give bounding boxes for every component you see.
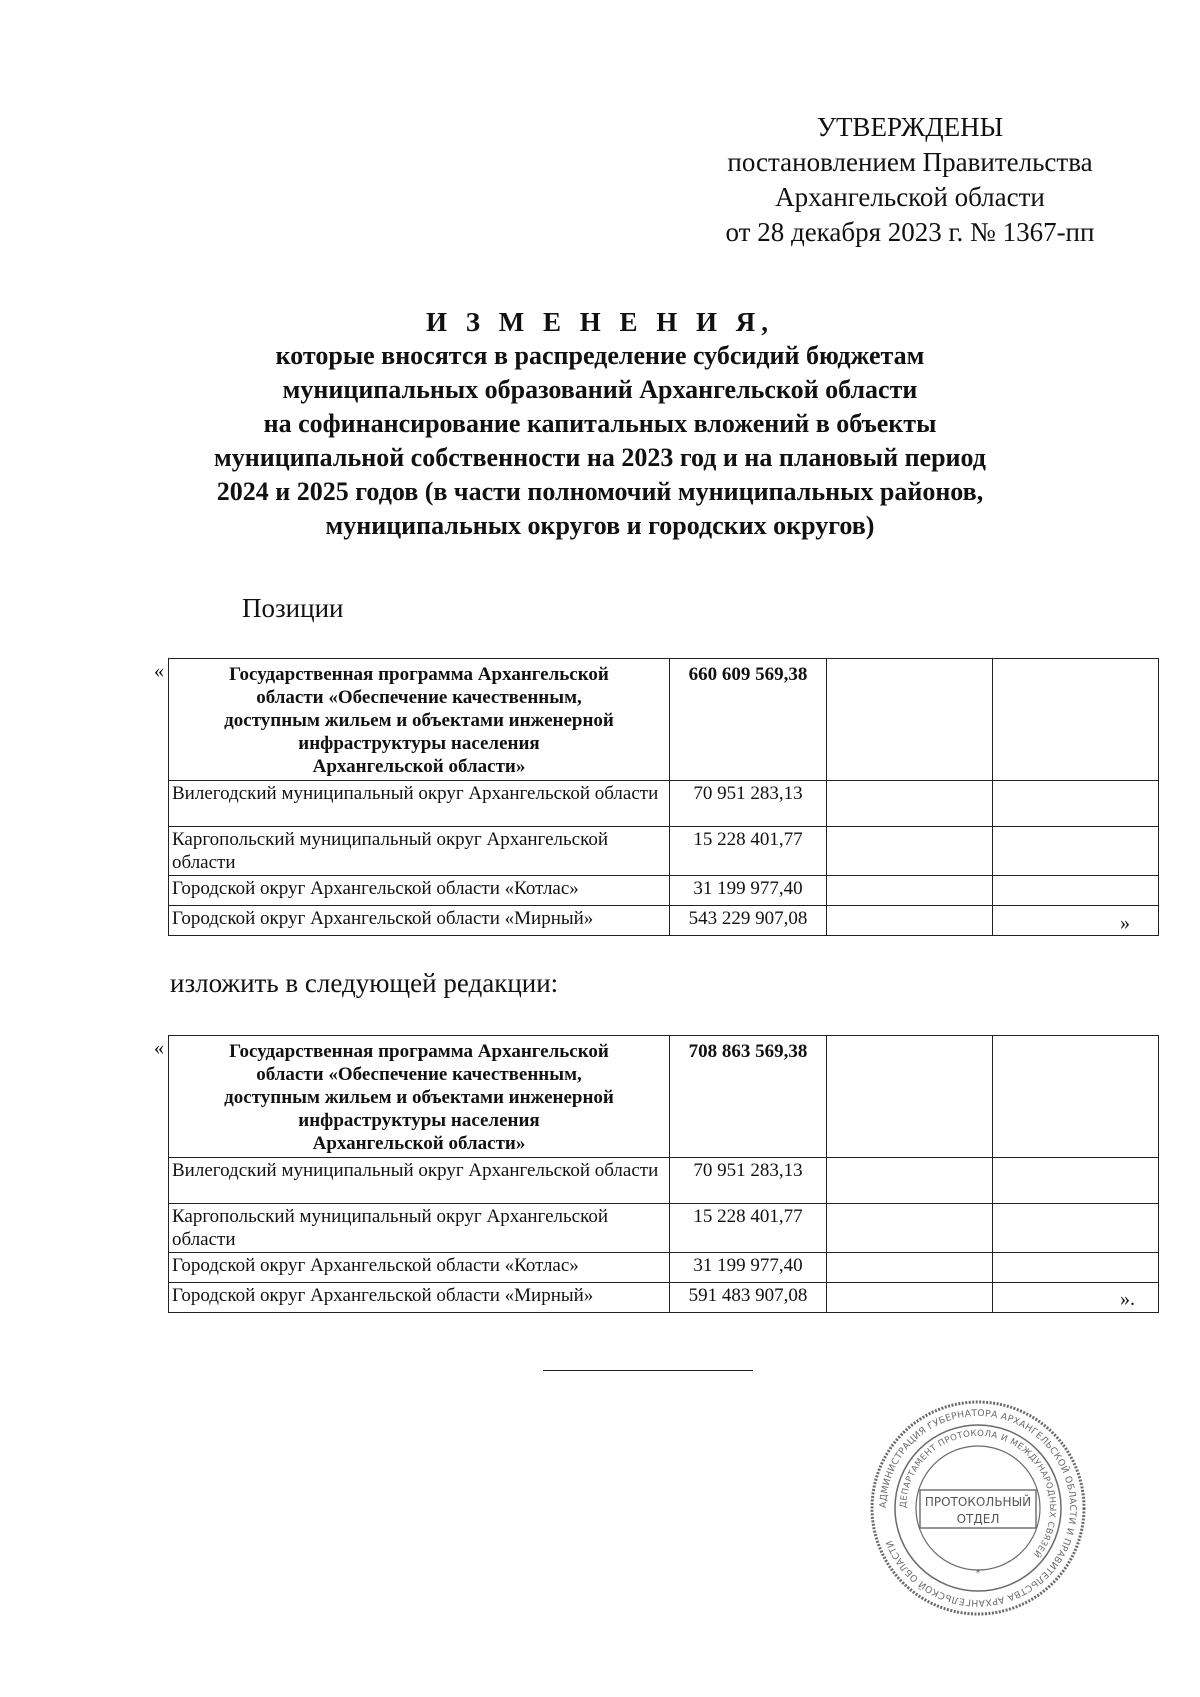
table-row <box>169 1036 1159 1158</box>
municipality-name: Каргопольский муниципальный округ Архангельской области <box>169 1204 670 1253</box>
empty-cell <box>827 827 993 876</box>
approval-line: постановлением Правительства <box>727 147 1093 177</box>
empty-cell <box>827 876 993 906</box>
empty-cell <box>827 1204 993 1253</box>
quote-open: « <box>154 660 164 682</box>
document-title <box>150 305 1050 543</box>
table-row <box>169 1283 1159 1313</box>
empty-cell <box>827 1283 993 1313</box>
table-row <box>169 781 1159 827</box>
municipality-name: Городской округ Архангельской области «Котлас» <box>169 876 670 906</box>
empty-cell <box>993 827 1159 876</box>
municipality-name: Городской округ Архангельской области «Котлас» <box>169 1253 670 1283</box>
quote-close: ». <box>1120 1288 1135 1310</box>
quote-close: » <box>1120 912 1130 934</box>
title-line: на софинансирование капитальных вложений в объекты <box>263 409 937 438</box>
quote-open: « <box>154 1037 164 1059</box>
title-line: муниципальной собственности на 2023 год и на плановый период <box>214 443 986 472</box>
approval-date: от 28 декабря 2023 г. № 1367-пп <box>725 217 1095 247</box>
empty-cell <box>827 781 993 827</box>
approval-title: УТВЕРЖДЕНЫ <box>816 112 1004 142</box>
empty-cell <box>993 1158 1159 1204</box>
table-row <box>169 1253 1159 1283</box>
municipality-name: Каргопольский муниципальный округ Архангельской области <box>169 827 670 876</box>
table-row <box>169 876 1159 906</box>
municipality-name: Городской округ Архангельской области «Мирный» <box>169 1283 670 1313</box>
stamp-center-text: ПРОТОКОЛЬНЫЙ <box>924 1495 1032 1509</box>
table-row <box>169 906 1159 936</box>
title-line: 2024 и 2025 годов (в части полномочий муниципальных районов, <box>216 477 984 506</box>
signature-line <box>543 1370 753 1371</box>
municipality-amount: 31 199 977,40 <box>670 1253 827 1283</box>
title-line: которые вносятся в распределение субсидий бюджетам <box>275 341 925 370</box>
title-line: муниципальных округов и городских округов) <box>325 511 875 540</box>
empty-cell <box>993 659 1159 781</box>
table-row <box>169 659 1159 781</box>
new-table <box>168 1035 1159 1313</box>
municipality-amount: 15 228 401,77 <box>670 827 827 876</box>
stamp-star-icon: * <box>975 1568 981 1579</box>
program-name: Государственная программа Архангельской области «Обеспечение качественным, доступным жильем и объектами инженерной инфраструктуры населения Архангельской области» <box>169 1036 670 1158</box>
stamp-outer-text: АДМИНИСТРАЦИЯ ГУБЕРНАТОРА АРХАНГЕЛЬСКОЙ ОБЛАСТИ И ПРАВИТЕЛЬСТВА АРХАНГЕЛЬСКОЙ ОБЛАСТИ <box>877 1407 1079 1609</box>
municipality-amount: 543 229 907,08 <box>670 906 827 936</box>
table-row <box>169 827 1159 876</box>
title-heading: И З М Е Н Е Н И Я, <box>425 307 774 337</box>
empty-cell <box>827 1036 993 1158</box>
table-row <box>169 1204 1159 1253</box>
stamp-inner-text: ДЕПАРТАМЕНТ ПРОТОКОЛА И МЕЖДУНАРОДНЫХ СВЯЗЕЙ <box>898 1428 1058 1560</box>
approval-line: Архангельской области <box>775 182 1045 212</box>
municipality-amount: 70 951 283,13 <box>670 781 827 827</box>
old-table <box>168 658 1159 936</box>
empty-cell <box>993 1036 1159 1158</box>
empty-cell <box>827 659 993 781</box>
program-amount: 660 609 569,38 <box>670 659 827 781</box>
empty-cell <box>827 1158 993 1204</box>
empty-cell <box>993 1204 1159 1253</box>
empty-cell <box>827 906 993 936</box>
positions-label: Позиции <box>242 593 344 623</box>
municipality-name: Вилегодский муниципальный округ Архангельской области <box>169 1158 670 1204</box>
municipality-amount: 31 199 977,40 <box>670 876 827 906</box>
municipality-name: Вилегодский муниципальный округ Архангельской области <box>169 781 670 827</box>
empty-cell <box>993 1253 1159 1283</box>
stamp-center-text: ОТДЕЛ <box>956 1512 1000 1526</box>
empty-cell <box>993 906 1159 936</box>
instruction-text: изложить в следующей редакции: <box>170 968 559 998</box>
program-name: Государственная программа Архангельской области «Обеспечение качественным, доступным жильем и объектами инженерной инфраструктуры населения Архангельской области» <box>169 659 670 781</box>
approval-block <box>705 110 1115 250</box>
municipality-amount: 15 228 401,77 <box>670 1204 827 1253</box>
program-amount: 708 863 569,38 <box>670 1036 827 1158</box>
municipality-amount: 70 951 283,13 <box>670 1158 827 1204</box>
table-row <box>169 1158 1159 1204</box>
municipality-name: Городской округ Архангельской области «Мирный» <box>169 906 670 936</box>
title-line: муниципальных образований Архангельской области <box>282 375 918 404</box>
municipality-amount: 591 483 907,08 <box>670 1283 827 1313</box>
empty-cell <box>993 781 1159 827</box>
empty-cell <box>827 1253 993 1283</box>
seal-stamp <box>868 1398 1088 1618</box>
empty-cell <box>993 876 1159 906</box>
